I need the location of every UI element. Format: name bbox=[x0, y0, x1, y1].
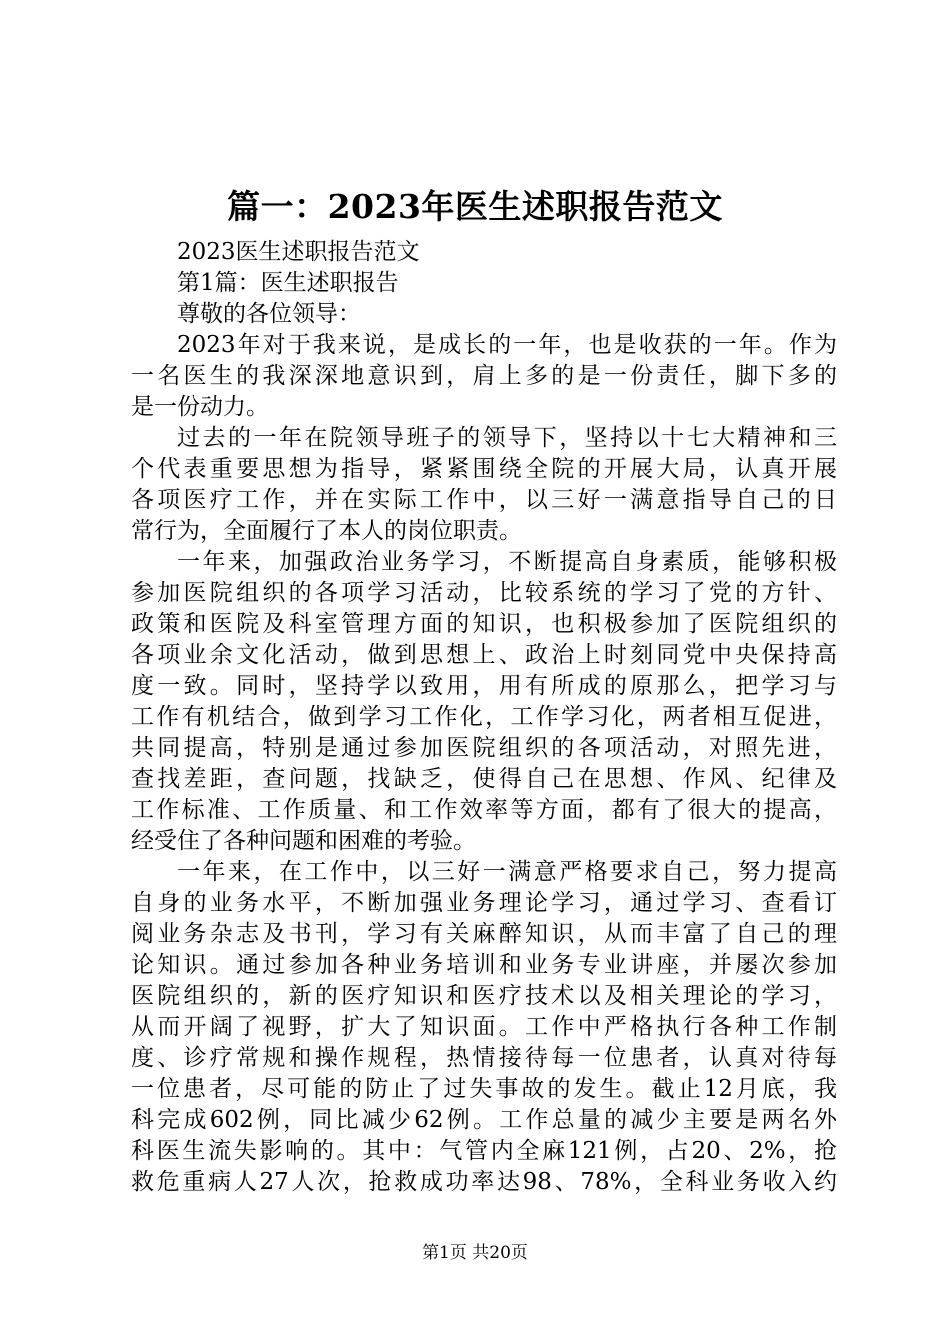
paragraph-line: 经受住了各种问题和困难的考验。 bbox=[131, 828, 476, 854]
paragraph-line: 阅业务杂志及书刊，学习有关麻醉知识，从而丰富了自己的理 bbox=[131, 921, 837, 947]
paragraph-line: 自身的业务水平，不断加强业务理论学习，通过学习、查看订 bbox=[131, 890, 837, 916]
paragraph-line: 科完成602例，同比减少62例。工作总量的减少主要是两名外 bbox=[131, 1107, 837, 1133]
paragraph-line: 政策和医院及科室管理方面的知识，也积极参加了医院组织的 bbox=[131, 611, 837, 637]
paragraph-line: 一位患者，尽可能的防止了过失事故的发生。截止12月底，我 bbox=[131, 1076, 837, 1102]
paragraph-line: 度、诊疗常规和操作规程，热情接待每一位患者，认真对待每 bbox=[131, 1045, 837, 1071]
paragraph-line: 救危重病人27人次，抢救成功率达98、78%，全科业务收入约 bbox=[131, 1169, 837, 1195]
paragraph-line: 常行为，全面履行了本人的岗位职责。 bbox=[131, 518, 522, 544]
document-body bbox=[131, 237, 837, 1198]
paragraph-line: 查找差距，查问题，找缺乏，使得自己在思想、作风、纪律及 bbox=[131, 766, 837, 792]
paragraph-line: 科医生流失影响的。其中：气管内全麻121例，占20、2%，抢 bbox=[131, 1138, 837, 1164]
paragraph-line: 各项医疗工作，并在实际工作中，以三好一满意指导自己的日 bbox=[131, 487, 837, 513]
paragraph-line: 各项业余文化活动，做到思想上、政治上时刻同党中央保持高 bbox=[131, 642, 837, 668]
paragraph-line: 工作有机结合，做到学习工作化，工作学习化，两者相互促进， bbox=[131, 704, 837, 730]
paragraph-line: 是一份动力。 bbox=[131, 394, 269, 420]
paragraph-line: 度一致。同时，坚持学以致用，用有所成的原那么，把学习与 bbox=[131, 673, 837, 699]
paragraph-line: 一名医生的我深深地意识到，肩上多的是一份责任，脚下多的 bbox=[131, 363, 837, 389]
paragraph-line: 2023年对于我来说，是成长的一年，也是收获的一年。作为 bbox=[177, 332, 837, 358]
page-footer: 第1页 共20页 bbox=[422, 1243, 528, 1263]
salutation: 尊敬的各位领导： bbox=[177, 301, 361, 327]
paragraph-line: 医院组织的，新的医疗知识和医疗技术以及相关理论的学习， bbox=[131, 983, 837, 1009]
chapter-heading: 第1篇：医生述职报告 bbox=[177, 270, 399, 296]
paragraph-line: 共同提高，特别是通过参加医院组织的各项活动，对照先进， bbox=[131, 735, 837, 761]
paragraph-line: 工作标准、工作质量、和工作效率等方面，都有了很大的提高， bbox=[131, 797, 837, 823]
document-title: 篇一：2023年医生述职报告范文 bbox=[227, 187, 723, 226]
paragraph-line: 论知识。通过参加各种业务培训和业务专业讲座，并屡次参加 bbox=[131, 952, 837, 978]
paragraph-line: 一年来，在工作中，以三好一满意严格要求自己，努力提高 bbox=[177, 859, 837, 885]
paragraph-line: 从而开阔了视野，扩大了知识面。工作中严格执行各种工作制 bbox=[131, 1014, 837, 1040]
paragraph-line: 一年来，加强政治业务学习，不断提高自身素质，能够积极 bbox=[177, 549, 837, 575]
paragraph-line: 过去的一年在院领导班子的领导下，坚持以十七大精神和三 bbox=[177, 425, 837, 451]
paragraph-line: 个代表重要思想为指导，紧紧围绕全院的开展大局，认真开展 bbox=[131, 456, 837, 482]
paragraph-line: 参加医院组织的各项学习活动，比较系统的学习了党的方针、 bbox=[131, 580, 837, 606]
subtitle-line: 2023医生述职报告范文 bbox=[177, 239, 420, 265]
